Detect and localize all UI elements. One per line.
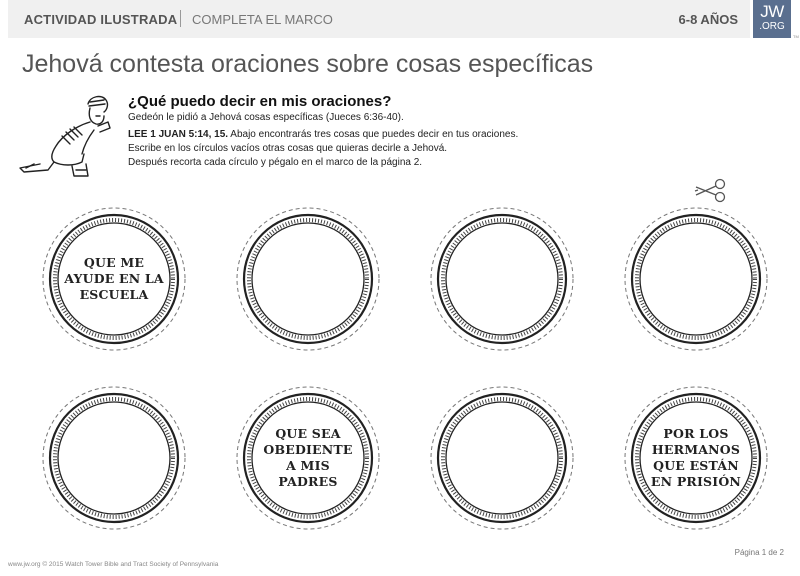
page-number: Página 1 de 2: [734, 548, 784, 557]
copyright-footer: www.jw.org © 2015 Watch Tower Bible and Tract Society of Pennsylvania: [8, 561, 219, 568]
circle-text: POR LOS HERMANOS QUE ESTÁN EN PRISIÓN: [650, 426, 742, 489]
circle-text: [64, 408, 164, 508]
activity-type: COMPLETA EL MARCO: [192, 12, 333, 27]
logo-jw: JW: [760, 2, 784, 21]
page-title: Jehová contesta oraciones sobre cosas específicas: [22, 50, 594, 78]
scripture-reference: LEE 1 JUAN 5:14, 15.: [128, 129, 229, 140]
circle-text: [452, 408, 552, 508]
jw-logo[interactable]: [753, 0, 791, 38]
instruction-1: Abajo encontrarás tres cosas que puedes decir en tus oraciones.: [228, 129, 519, 140]
scripture-instruction: [128, 129, 518, 140]
circle-frame-4[interactable]: [622, 205, 770, 353]
gedeon-text: Gedeón le pidió a Jehová cosas específicas (Jueces 6:36-40).: [128, 112, 404, 123]
trademark-mark: TM: [793, 34, 799, 39]
logo-org: .ORG: [759, 21, 785, 32]
circle-text: [258, 229, 358, 329]
circle-frame-2[interactable]: [234, 205, 382, 353]
instruction-3: Después recorta cada círculo y pégalo en el marco de la página 2.: [128, 157, 423, 168]
circle-text: [452, 229, 552, 329]
activity-label: ACTIVIDAD ILUSTRADA: [24, 12, 178, 27]
circle-text: QUE ME AYUDE EN LA ESCUELA: [64, 255, 164, 302]
question-heading: ¿Qué puedo decir en mis oraciones?: [128, 93, 392, 110]
circle-frame-3[interactable]: [428, 205, 576, 353]
scissors-icon: [692, 178, 728, 204]
header-divider: [180, 10, 181, 27]
praying-man-icon: [10, 92, 114, 178]
circle-frame-6[interactable]: [234, 384, 382, 532]
age-range: 6-8 AÑOS: [678, 12, 738, 27]
circle-frame-7[interactable]: [428, 384, 576, 532]
circle-text: [646, 229, 746, 329]
header-bar: [8, 0, 750, 38]
circle-frame-1[interactable]: [40, 205, 188, 353]
circle-frame-8[interactable]: [622, 384, 770, 532]
circle-text: QUE SEA OBEDIENTE A MIS PADRES: [263, 426, 353, 489]
circle-frame-5[interactable]: [40, 384, 188, 532]
instruction-2: Escribe en los círculos vacíos otras cosas que quieras decirle a Jehová.: [128, 143, 448, 154]
